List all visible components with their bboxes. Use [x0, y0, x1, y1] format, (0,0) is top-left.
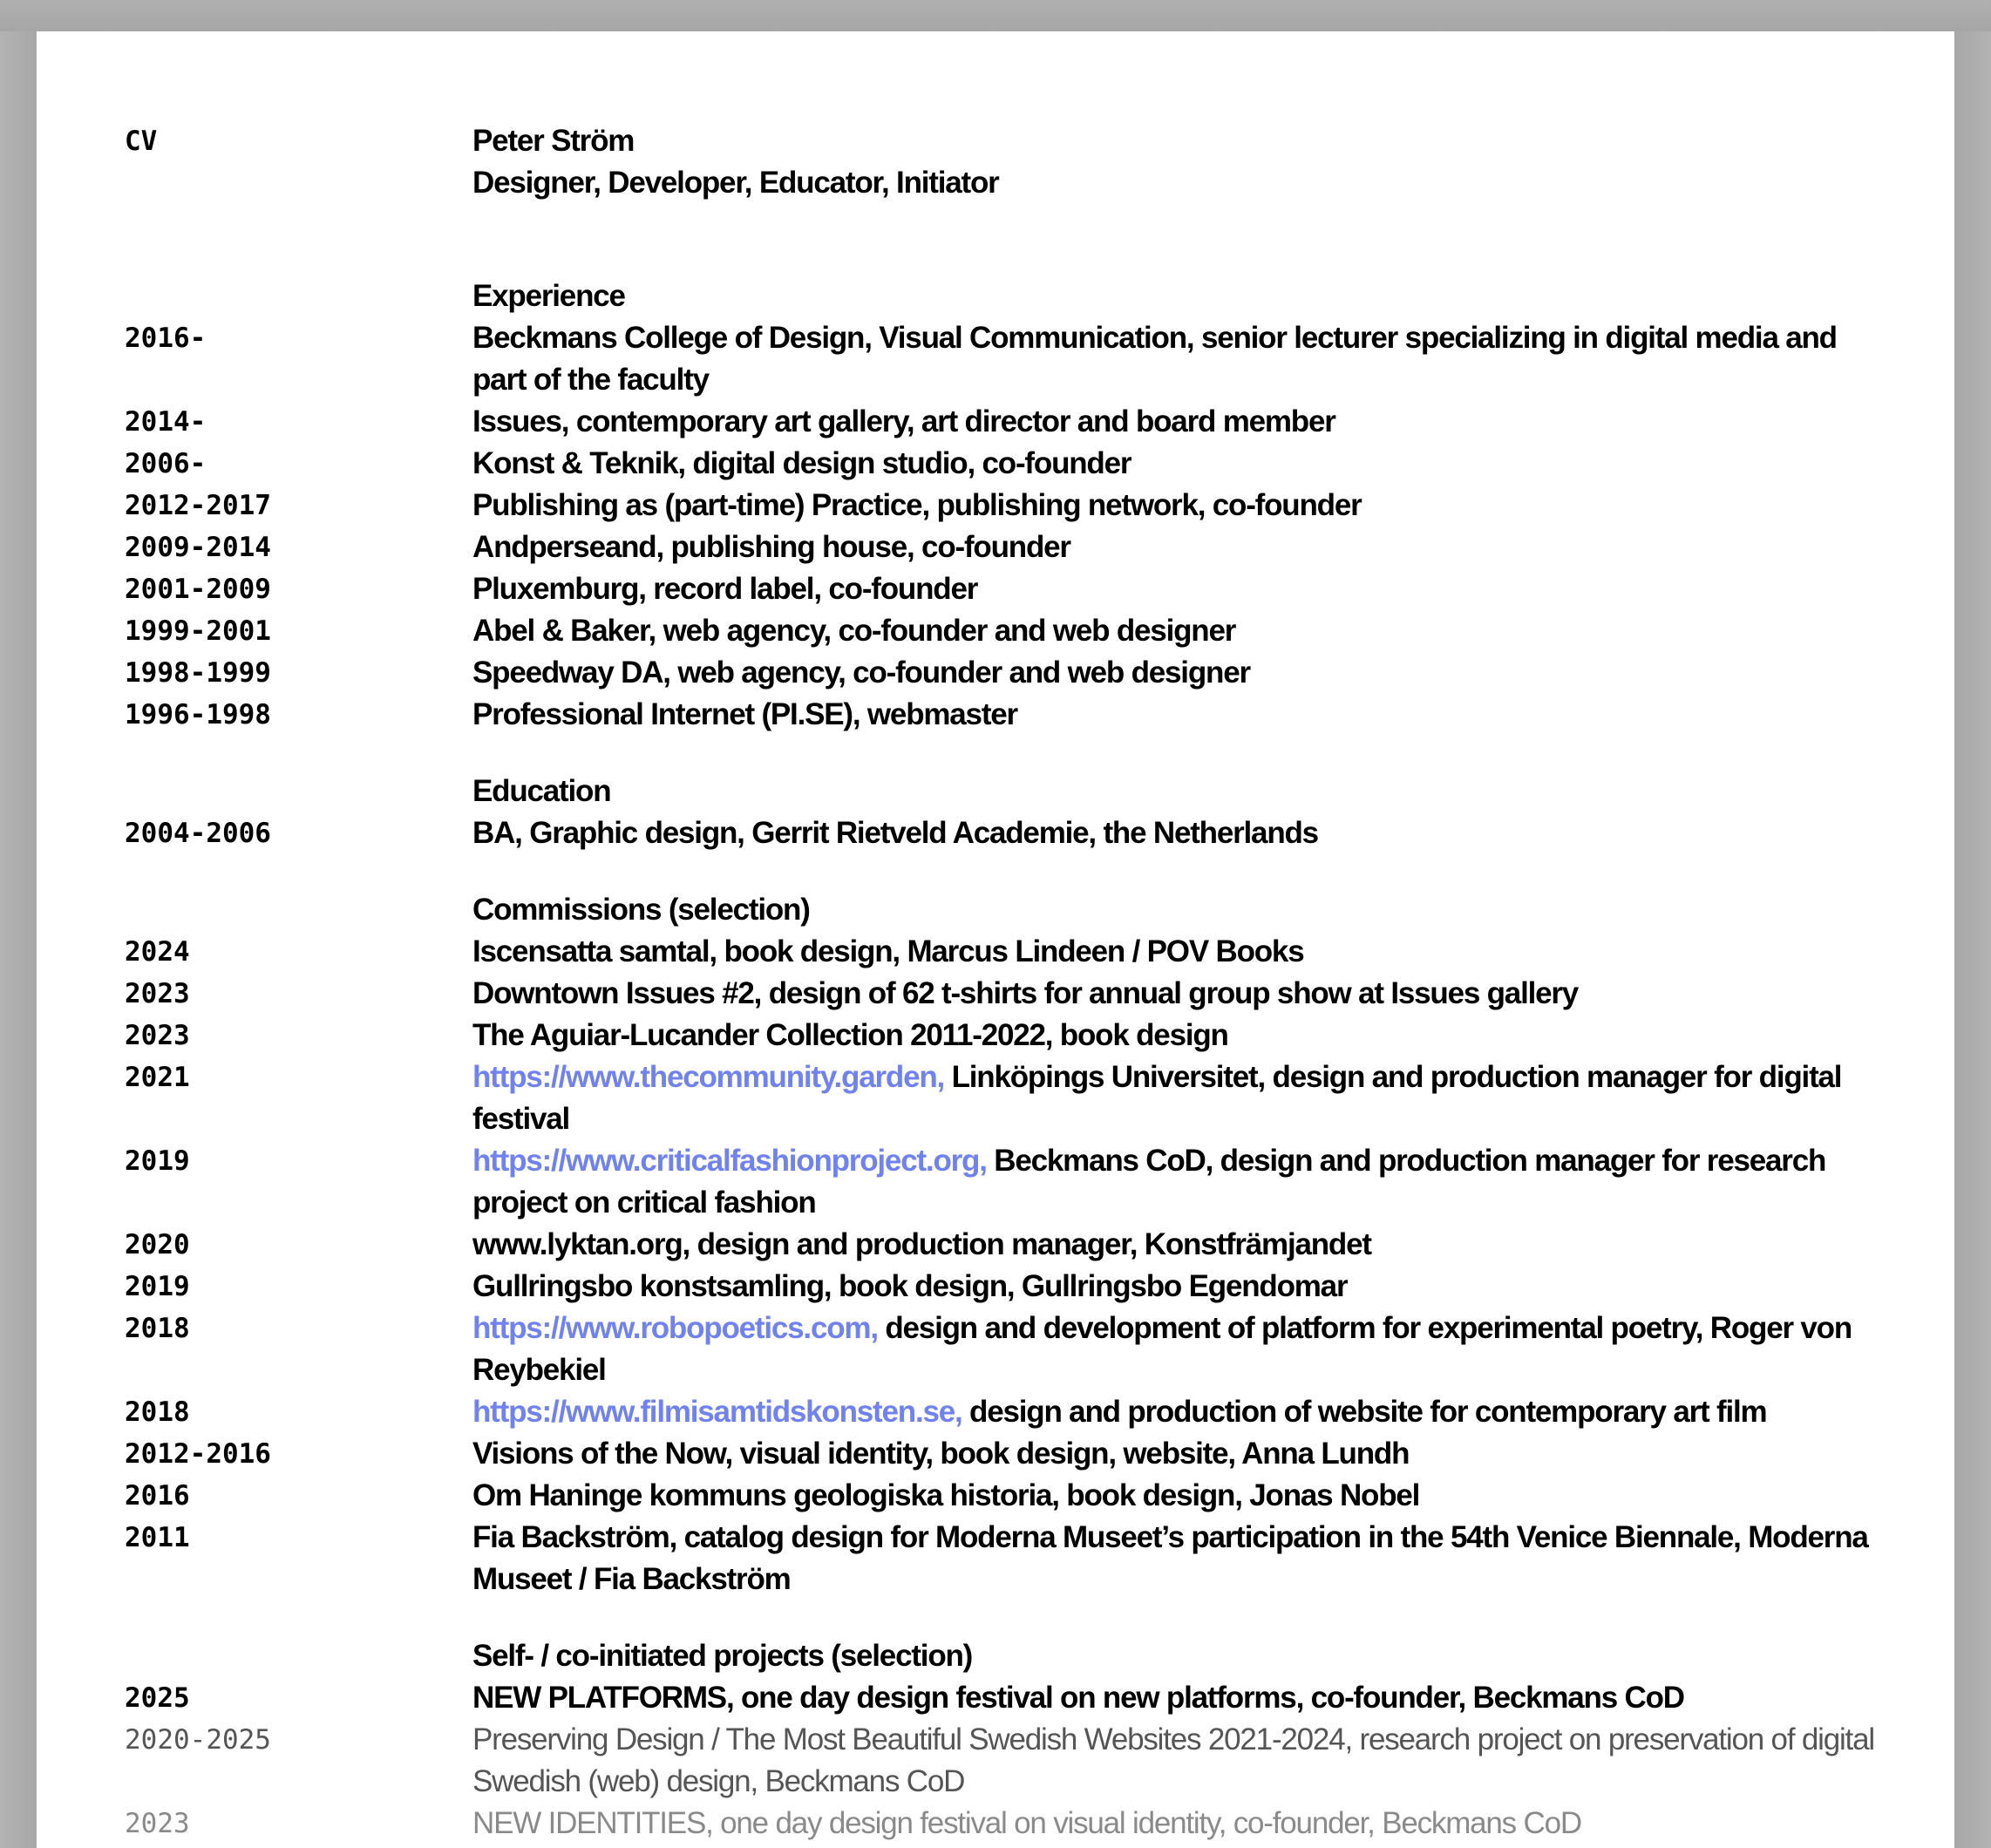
year: 2023	[125, 978, 190, 1009]
commissions-section	[125, 889, 1920, 1600]
year: 2016-	[125, 323, 207, 354]
year: 2023	[125, 1808, 190, 1839]
entry-text: Iscensatta samtal, book design, Marcus Lindeen / POV Books	[472, 934, 1304, 968]
window-frame	[0, 0, 1991, 31]
entry-text: Gullringsbo konstsamling, book design, Gullringsbo Egendomar	[472, 1269, 1348, 1303]
entry-text: NEW PLATFORMS, one day design festival on new platforms, co-founder, Beckmans CoD	[472, 1681, 1684, 1715]
entry-text: Andperseand, publishing house, co-founder	[472, 530, 1070, 564]
entry-text: The Aguiar-Lucander Collection 2011-2022, book design	[472, 1018, 1228, 1052]
year: 2019	[125, 1271, 190, 1302]
entry-text: Publishing as (part-time) Practice, publishing network, co-founder	[472, 488, 1362, 522]
list-item	[125, 694, 1920, 736]
entry-text: Visions of the Now, visual identity, book design, website, Anna Lundh	[472, 1437, 1410, 1471]
project-link[interactable]: https://www.criticalfashionproject.org,	[472, 1144, 987, 1178]
list-item	[125, 401, 1920, 443]
section-title-row	[125, 275, 1920, 317]
year: 2012-2016	[125, 1438, 271, 1470]
year: 2020-2025	[125, 1724, 271, 1756]
cv-label: CV	[125, 126, 158, 157]
section-title: Experience	[472, 279, 625, 313]
entry-text: Preserving Design / The Most Beautiful Swedish Websites 2021-2024, research project on preservation of digital Swedish (web) design, Beckmans CoD	[472, 1722, 1874, 1798]
list-item	[125, 568, 1920, 610]
entry-text: BA, Graphic design, Gerrit Rietveld Academie, the Netherlands	[472, 816, 1318, 850]
entry-text: Abel & Baker, web agency, co-founder and web designer	[472, 614, 1236, 648]
year: 2025	[125, 1682, 190, 1714]
year: 2001-2009	[125, 574, 271, 605]
project-link[interactable]: https://www.filmisamtidskonsten.se,	[472, 1395, 962, 1429]
experience-section	[125, 275, 1920, 736]
year: 2018	[125, 1396, 190, 1428]
entry-text: Downtown Issues #2, design of 62 t-shirts for annual group show at Issues gallery	[472, 976, 1579, 1010]
list-item	[125, 1475, 1920, 1517]
entry-text: Beckmans College of Design, Visual Communication, senior lecturer specializing in digital media and part of the faculty	[472, 321, 1837, 397]
year: 2020	[125, 1229, 190, 1260]
list-item	[125, 1677, 1920, 1719]
list-item	[125, 610, 1920, 652]
year: 2014-	[125, 406, 207, 438]
header-row-roles	[125, 162, 1920, 204]
year: 2011	[125, 1522, 190, 1553]
list-item	[125, 1719, 1920, 1803]
list-item	[125, 931, 1920, 973]
year: 1998-1999	[125, 657, 271, 689]
list-item	[125, 1308, 1920, 1391]
list-item	[125, 485, 1920, 527]
list-item	[125, 812, 1920, 854]
year: 2006-	[125, 448, 207, 479]
cv-content	[125, 120, 1920, 1845]
entry-text: Om Haninge kommuns geologiska historia, book design, Jonas Nobel	[472, 1478, 1420, 1512]
list-item	[125, 1803, 1920, 1845]
projects-section	[125, 1635, 1920, 1845]
section-title: Commissions (selection)	[472, 893, 810, 927]
cv-page	[37, 31, 1954, 1848]
list-item	[125, 443, 1920, 485]
year: 2024	[125, 936, 190, 968]
entry-text: Beckmans CoD, design and production manager for research project on critical fashion	[472, 1144, 1826, 1220]
entry-text: Speedway DA, web agency, co-founder and web designer	[472, 656, 1250, 690]
list-item	[125, 1015, 1920, 1056]
person-name: Peter Ström	[472, 124, 635, 158]
list-item	[125, 1433, 1920, 1475]
project-link[interactable]: https://www.thecommunity.garden,	[472, 1060, 945, 1094]
person-roles: Designer, Developer, Educator, Initiator	[472, 166, 999, 200]
list-item	[125, 1056, 1920, 1140]
entry-text: NEW IDENTITIES, one day design festival on visual identity, co-founder, Beckmans CoD	[472, 1806, 1581, 1840]
year: 2021	[125, 1062, 190, 1093]
list-item	[125, 973, 1920, 1015]
entry-text: www.lyktan.org, design and production manager, Konstfrämjandet	[472, 1227, 1371, 1261]
entry-text: Professional Internet (PI.SE), webmaster	[472, 697, 1017, 731]
list-item	[125, 1140, 1920, 1224]
list-item	[125, 1391, 1920, 1433]
entry-text: Issues, contemporary art gallery, art director and board member	[472, 404, 1335, 438]
year: 2004-2006	[125, 818, 271, 849]
list-item	[125, 527, 1920, 568]
section-title-row	[125, 889, 1920, 931]
year: 2016	[125, 1480, 190, 1512]
section-title: Education	[472, 774, 611, 808]
project-link[interactable]: https://www.robopoetics.com,	[472, 1311, 878, 1345]
year: 2018	[125, 1313, 190, 1344]
entry-text: Pluxemburg, record label, co-founder	[472, 572, 978, 606]
section-title-row	[125, 771, 1920, 812]
entry-text: design and production of website for contemporary art film	[962, 1395, 1767, 1429]
entry-text: Fia Backström, catalog design for Moderna Museet’s participation in the 54th Venice Biennale, Moderna Museet / Fia Backström	[472, 1520, 1868, 1596]
section-title-row	[125, 1635, 1920, 1677]
year: 2009-2014	[125, 532, 271, 563]
section-title: Self- / co-initiated projects (selection)	[472, 1639, 973, 1673]
entry-text: design and development of platform for experimental poetry, Roger von Reybekiel	[472, 1311, 1852, 1387]
entry-text: Linköpings Universitet, design and production manager for digital festival	[472, 1060, 1842, 1136]
list-item	[125, 1517, 1920, 1600]
entry-text: Konst & Teknik, digital design studio, co-founder	[472, 446, 1131, 480]
list-item	[125, 1266, 1920, 1308]
list-item	[125, 1224, 1920, 1266]
list-item	[125, 317, 1920, 401]
header-row-name	[125, 120, 1920, 162]
year: 1999-2001	[125, 615, 271, 647]
year: 2012-2017	[125, 490, 271, 521]
year: 1996-1998	[125, 699, 271, 730]
education-section	[125, 771, 1920, 854]
cv-header	[125, 120, 1920, 204]
year: 2019	[125, 1145, 190, 1177]
year: 2023	[125, 1020, 190, 1051]
list-item	[125, 652, 1920, 694]
